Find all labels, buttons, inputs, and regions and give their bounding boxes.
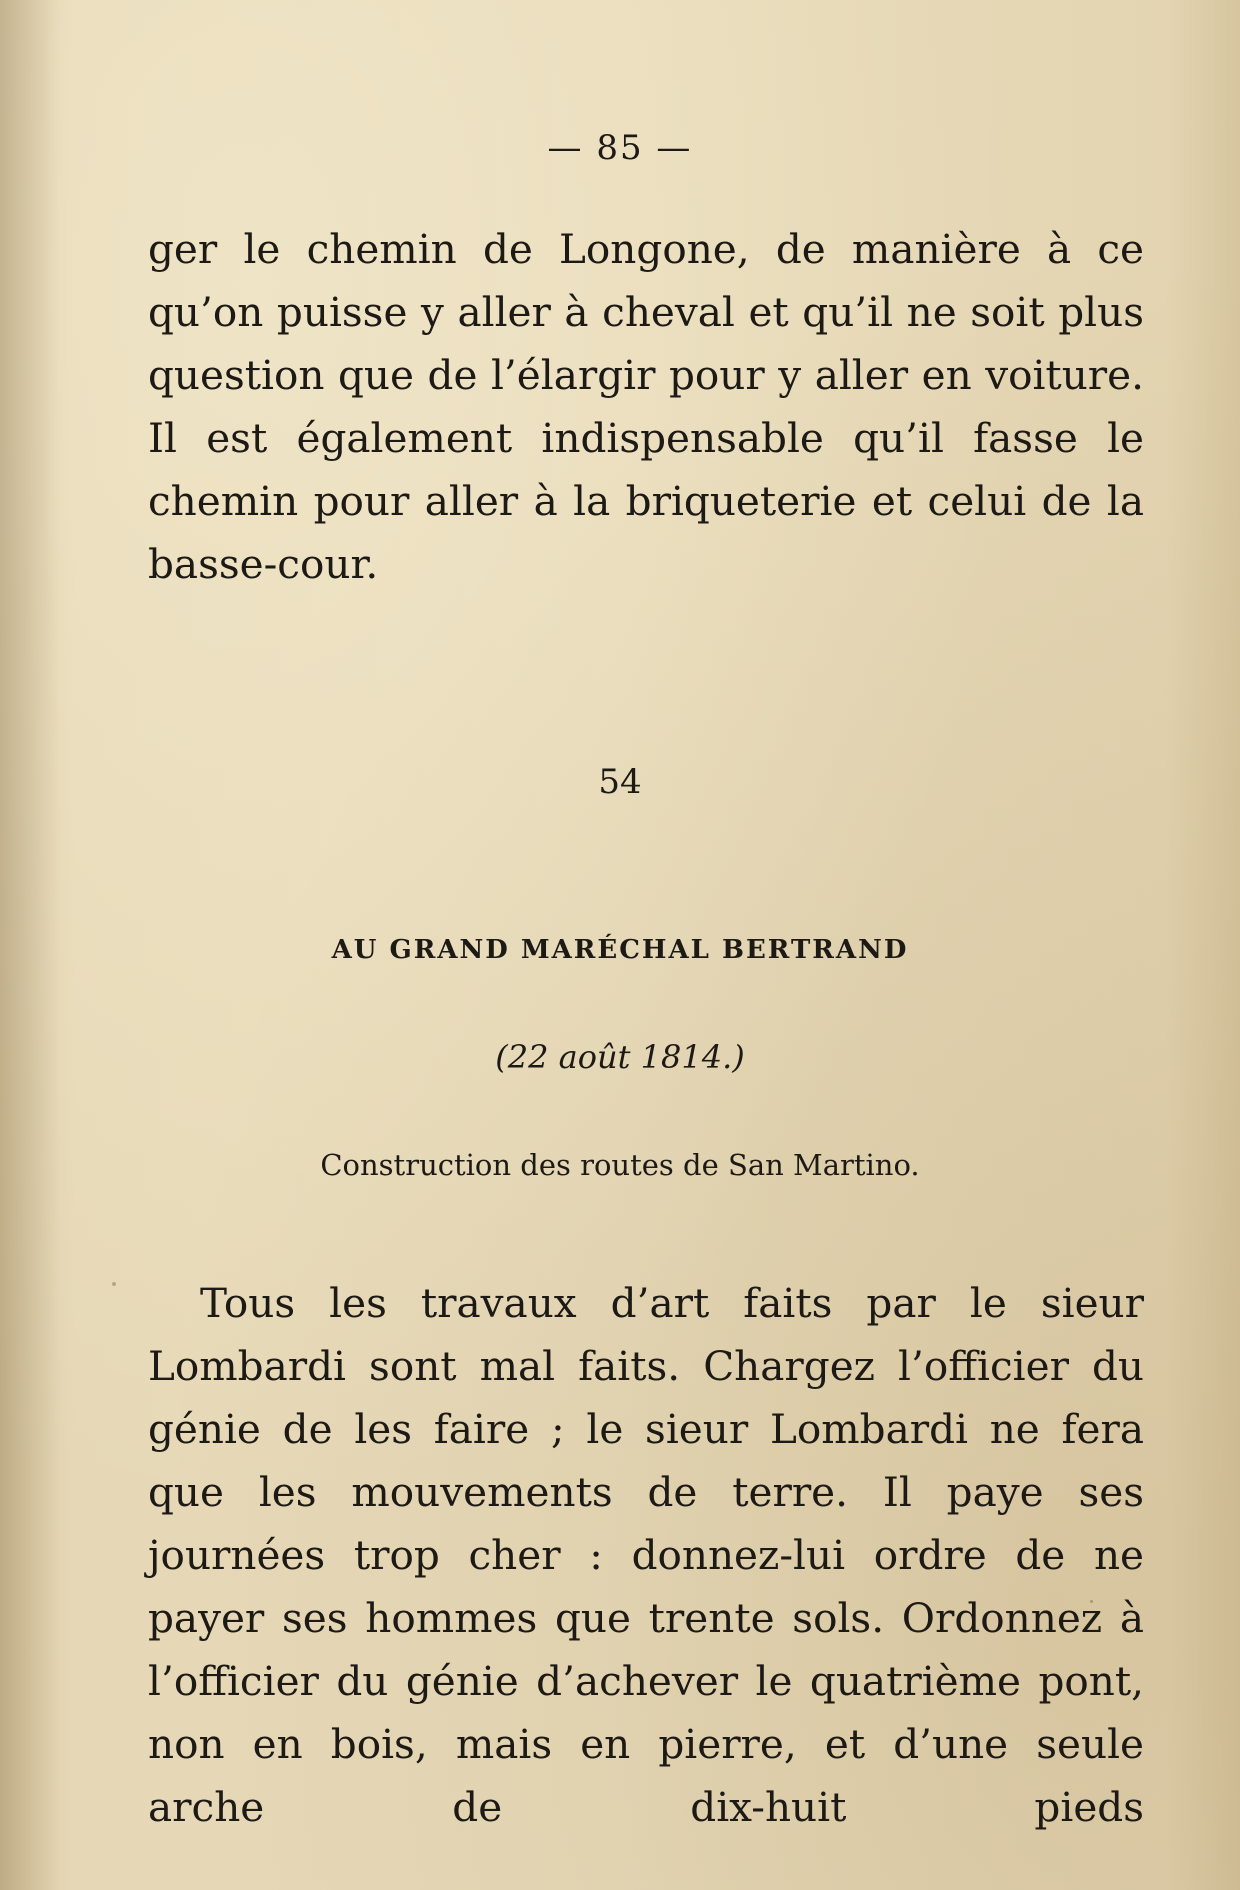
paper-speck [112, 1282, 116, 1286]
continued-paragraph: ger le chemin de Longone, de manière à ce qu’on puisse y aller à cheval et qu’il ne soit plus question que de l’élargir pour y aller en voiture. Il est également indispensable qu’il fasse le chemin pour aller à la briqueterie et celui de la basse-cour. [148, 225, 1144, 588]
paper-speck [1090, 1600, 1093, 1603]
letter-addressee: AU GRAND MARÉCHAL BERTRAND [331, 935, 909, 965]
letter-subject: Construction des routes de San Martino. [320, 1148, 920, 1182]
letter-number: 54 [598, 762, 642, 802]
letter-date: (22 août 1814.) [495, 1038, 745, 1076]
page-number: — 85 — [547, 128, 693, 168]
letter-body: Tous les travaux d’art faits par le sieur Lombardi sont mal faits. Chargez l’officier du génie de les faire ; le sieur Lombardi ne fera que les mouvements de terre. Il paye ses journées trop cher : donnez-lui ordre de ne payer ses hommes que trente sols. Ordonnez à l’officier du génie d’achever le quatrième pont, non en bois, mais en pierre, et d’une seule arche de dix-huit pieds [148, 1279, 1144, 1831]
